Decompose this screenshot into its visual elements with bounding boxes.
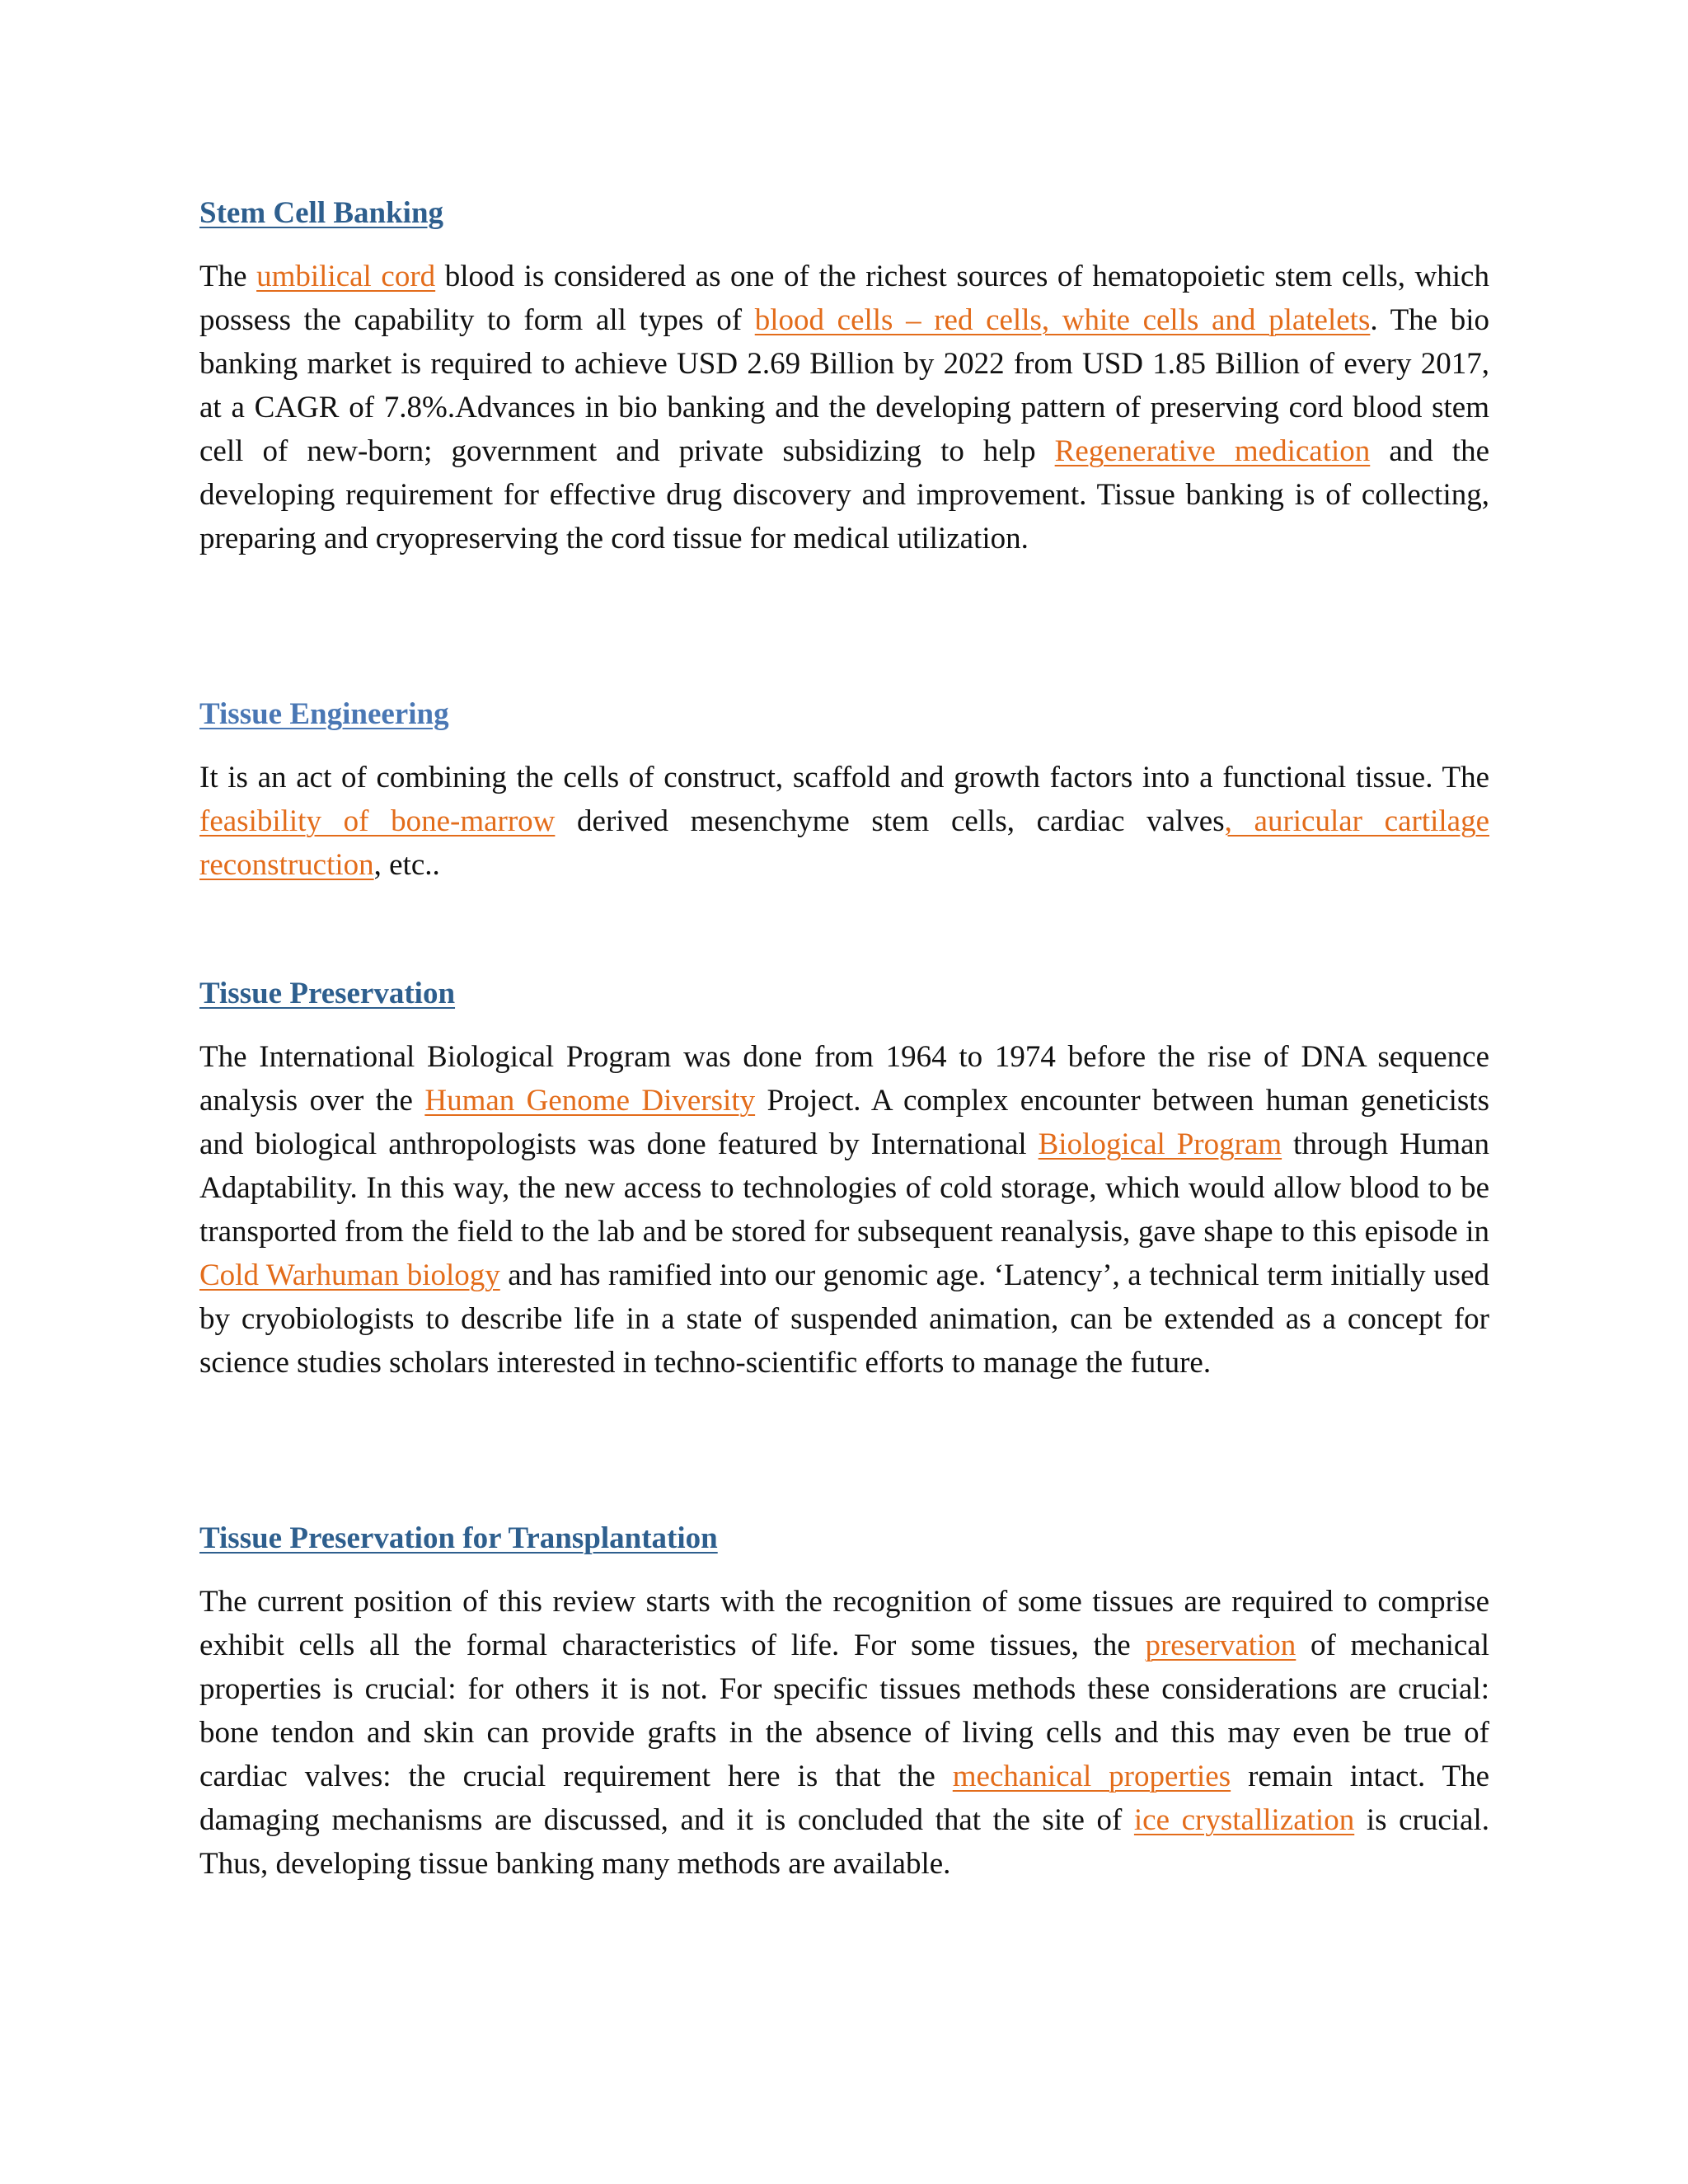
link-biological-program[interactable]: Biological Program <box>1038 1127 1282 1161</box>
text-run: through Human Adaptability. In this way, the new access to technologies of cold storage, which would allow blood to be transported from the field to the lab and be stored for subsequent reanalysis, gave shape to this episode in <box>199 1127 1489 1249</box>
section-paragraph <box>199 255 1489 560</box>
text-run: , etc.. <box>373 848 440 882</box>
text-run: blood is considered as one of the richest sources of hematopoietic stem cells, which possess the capability to form all types of <box>199 260 1489 337</box>
text-run: is crucial. Thus, developing tissue banking many methods are available. <box>199 1803 1490 1881</box>
text-run: derived mesenchyme stem cells, cardiac valves <box>555 804 1225 838</box>
link-mechanical-properties[interactable]: mechanical properties <box>952 1760 1231 1793</box>
section-heading[interactable]: Tissue Preservation for Transplantation <box>199 1521 718 1555</box>
text-run: . The bio banking market is required to achieve USD 2.69 Billion by 2022 from USD 1.85 Billion of every 2017, at a CAGR of 7.8%.Advances in bio banking and the developing pattern of preserving cord blood stem cell of new-born; government and private subsidizing to help <box>199 303 1489 468</box>
section-paragraph <box>199 756 1489 887</box>
section-stem-cell-banking <box>199 195 1489 560</box>
section-paragraph <box>199 1580 1489 1886</box>
section-heading[interactable]: Tissue Engineering <box>199 697 449 731</box>
link-human-genome-diversity[interactable]: Human Genome Diversity <box>424 1084 756 1118</box>
link-auricular-cartilage[interactable]: , auricular cartilage reconstruction <box>199 804 1489 882</box>
text-run: The current position of this review starts with the recognition of some tissues are required to comprise exhibit cells all the formal characteristics of life. For some tissues, the <box>199 1585 1489 1662</box>
section-tissue-engineering <box>199 696 1489 887</box>
section-heading[interactable]: Stem Cell Banking <box>199 196 444 230</box>
text-run: Project. A complex encounter between human geneticists and biological anthropologists was done featured by International <box>199 1084 1489 1161</box>
link-cold-war-human-biology[interactable]: Cold Warhuman biology <box>199 1258 500 1292</box>
text-run: and the developing requirement for effective drug discovery and improvement. Tissue banking is of collecting, preparing and cryopreserving the cord tissue for medical utilization. <box>199 434 1489 555</box>
text-run: The <box>199 260 257 293</box>
text-run: remain intact. The damaging mechanisms are discussed, and it is concluded that the site of <box>199 1760 1490 1837</box>
text-run: of mechanical properties is crucial: for others it is not. For specific tissues methods these considerations are crucial: bone tendon and skin can provide grafts in the absence of living cells and this may even be true of cardiac valves: the crucial requirement here is that the <box>199 1629 1489 1793</box>
link-umbilical-cord[interactable]: umbilical cord <box>256 260 436 293</box>
link-ice-crystallization[interactable]: ice crystallization <box>1133 1803 1355 1837</box>
section-paragraph <box>199 1035 1489 1385</box>
section-heading[interactable]: Tissue Preservation <box>199 977 456 1010</box>
text-run: It is an act of combining the cells of construct, scaffold and growth factors into a functional tissue. The <box>199 761 1489 794</box>
section-tissue-preservation-transplantation <box>199 1521 1489 1886</box>
link-preservation[interactable]: preservation <box>1145 1629 1296 1662</box>
section-tissue-preservation <box>199 976 1489 1385</box>
link-blood-cells[interactable]: blood cells – red cells, white cells and platelets <box>754 303 1371 337</box>
text-run: The International Biological Program was done from 1964 to 1974 before the rise of DNA sequence analysis over the <box>199 1040 1489 1118</box>
link-feasibility-bone-marrow[interactable]: feasibility of bone-marrow <box>199 804 556 838</box>
link-regenerative-medication[interactable]: Regenerative medication <box>1054 434 1371 468</box>
text-run: and has ramified into our genomic age. ‘Latency’, a technical term initially used by cryobiologists to describe life in a state of suspended animation, can be extended as a concept for science studies scholars interested in techno-scientific efforts to manage the future. <box>199 1258 1489 1380</box>
